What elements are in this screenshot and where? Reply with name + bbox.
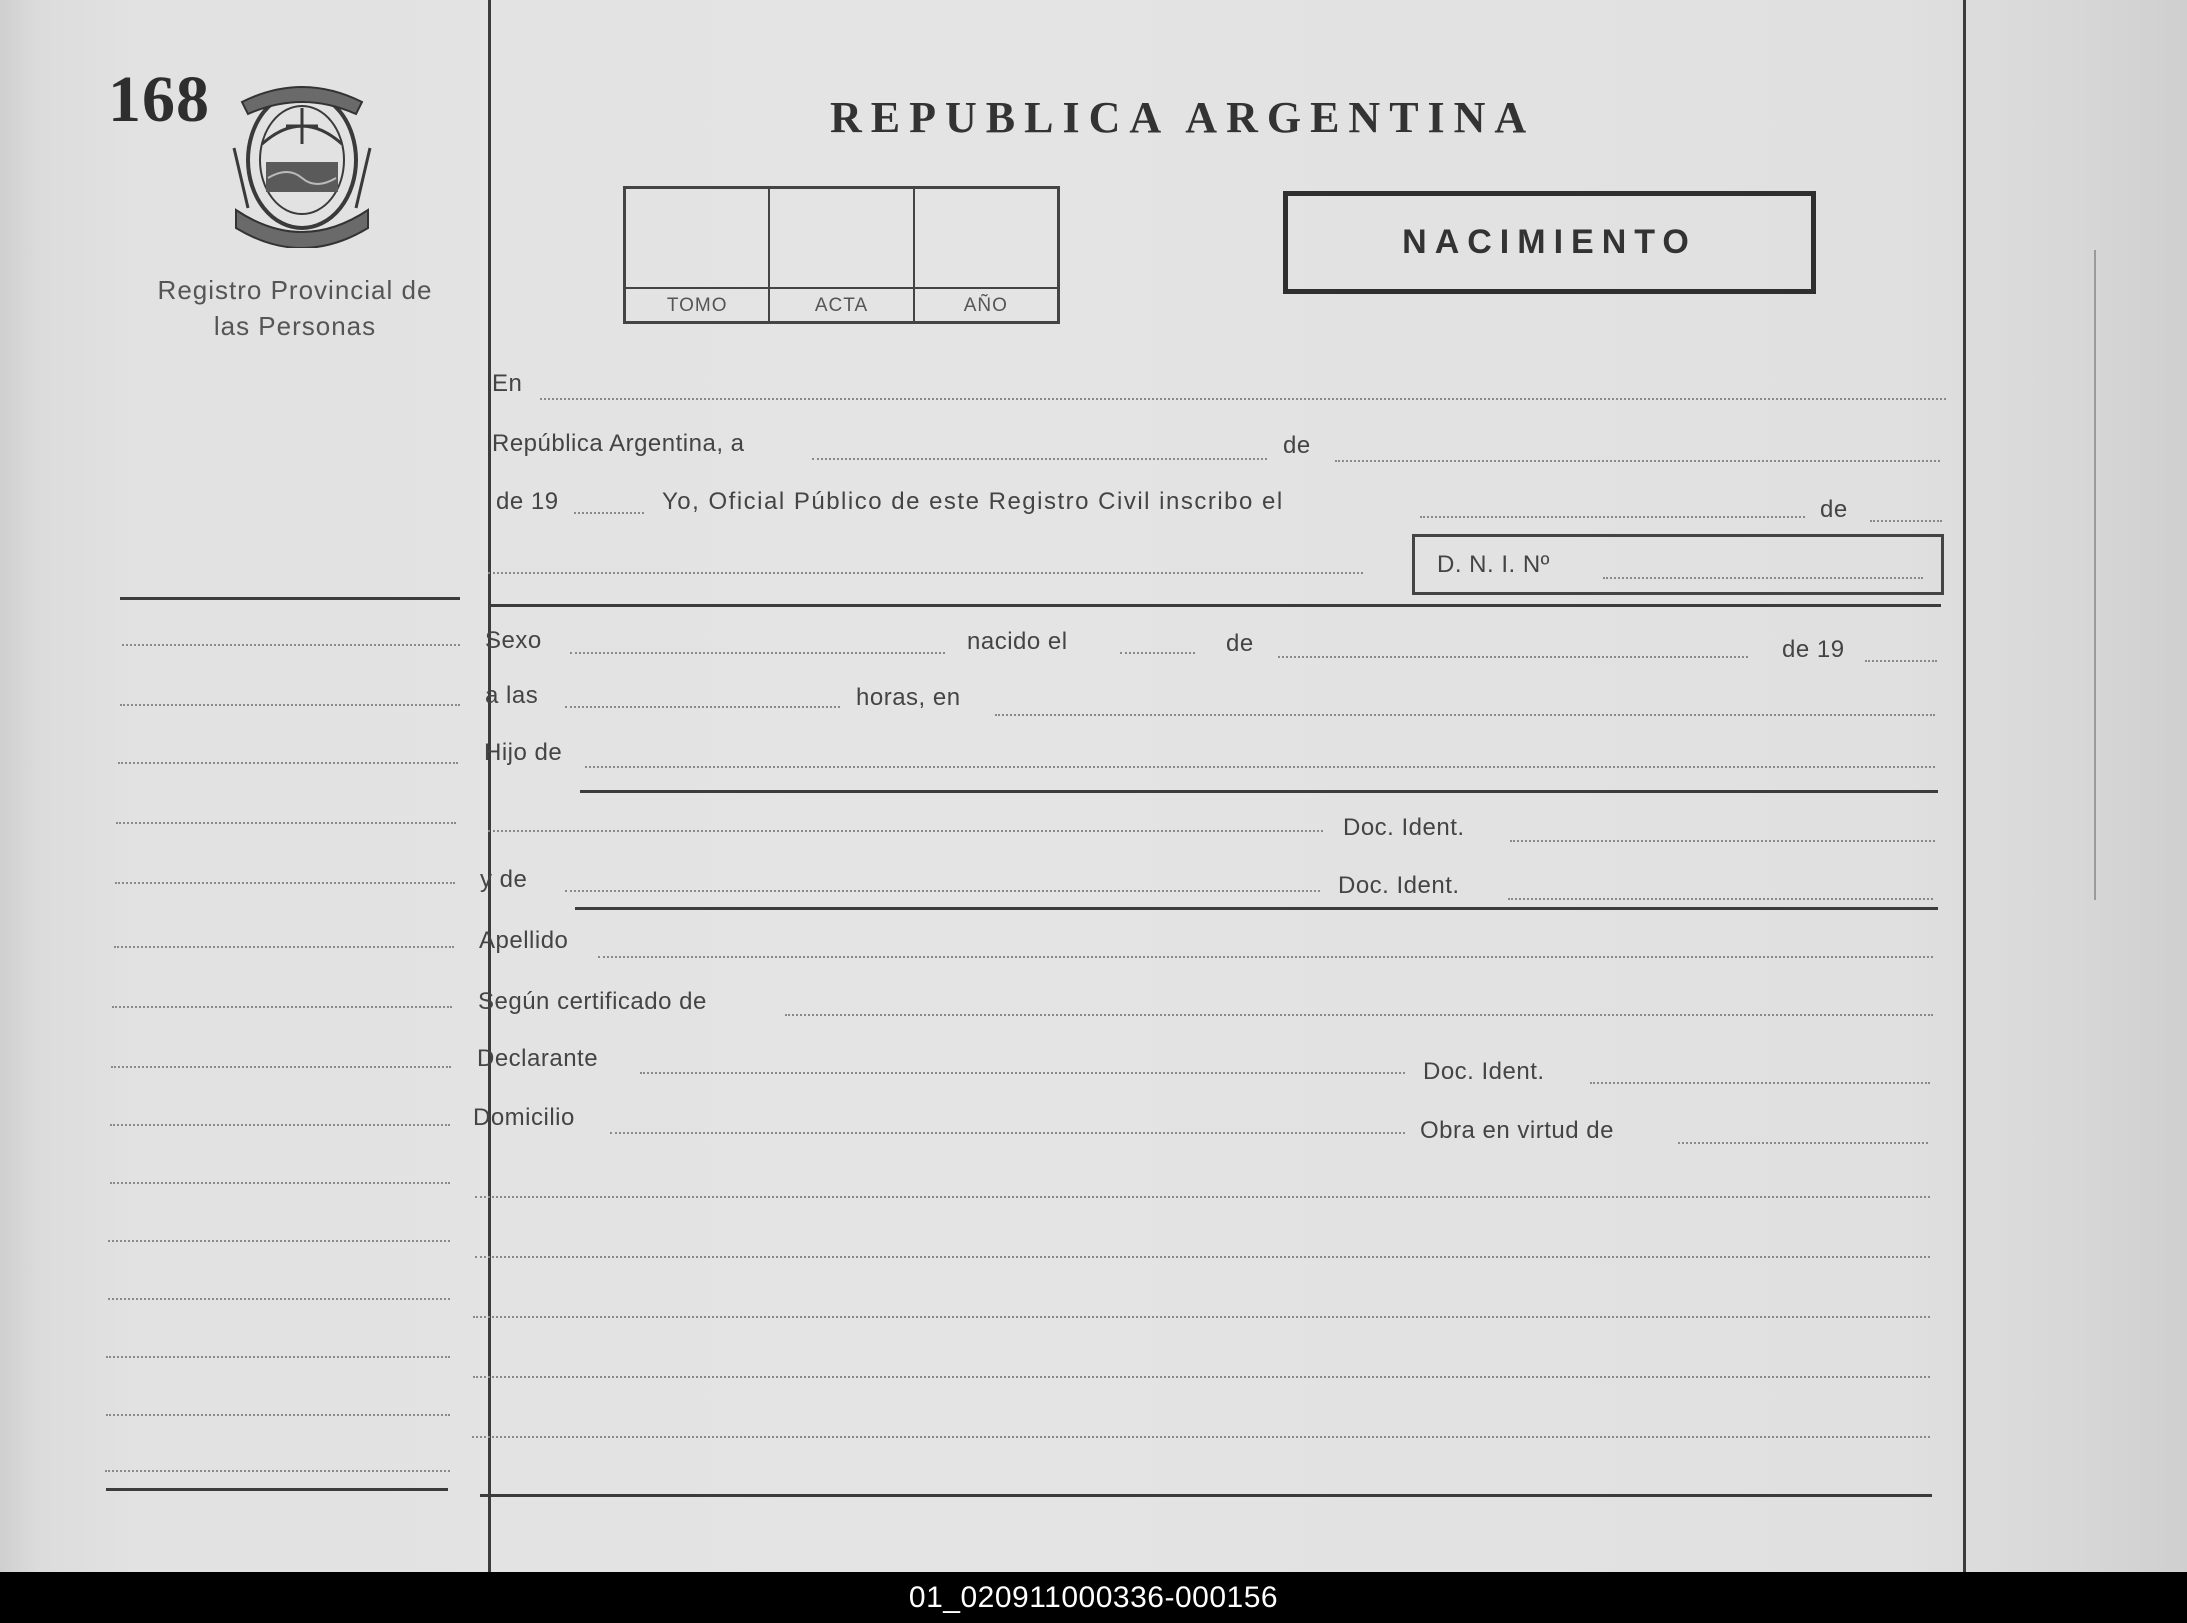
label-nacido-el: nacido el — [967, 628, 1068, 655]
acta-cell[interactable] — [770, 189, 914, 321]
field-sexo[interactable] — [570, 652, 945, 654]
margin-line[interactable] — [118, 762, 458, 764]
label-obra: Obra en virtud de — [1420, 1117, 1614, 1144]
field-apellido[interactable] — [598, 956, 1933, 958]
ano-cell[interactable] — [915, 189, 1057, 321]
field-mother[interactable] — [565, 890, 1320, 892]
field-mother-doc[interactable] — [1508, 898, 1933, 900]
field-en[interactable] — [540, 398, 1946, 400]
margin-line[interactable] — [105, 1470, 450, 1472]
reference-table — [623, 186, 1060, 324]
label-de-month: de — [1283, 432, 1311, 459]
field-certificado[interactable] — [785, 1014, 1933, 1016]
margin-line[interactable] — [116, 822, 456, 824]
margin-line[interactable] — [122, 644, 460, 646]
folio-number: 168 — [108, 63, 210, 136]
margin-line[interactable] — [112, 1006, 452, 1008]
label-domicilio: Domicilio — [473, 1104, 575, 1131]
act-type-box: NACIMIENTO — [1283, 191, 1816, 294]
note-line[interactable] — [475, 1256, 1930, 1258]
label-a-las: a las — [485, 682, 539, 709]
label-dni: D. N. I. Nº — [1437, 551, 1550, 578]
field-declarante-doc[interactable] — [1590, 1082, 1930, 1084]
field-birth-day[interactable] — [1120, 652, 1195, 654]
label-doc-ident-declarante: Doc. Ident. — [1423, 1058, 1545, 1085]
label-hijo-de: Hijo de — [484, 739, 563, 766]
margin-line[interactable] — [111, 1066, 451, 1068]
field-day[interactable] — [812, 458, 1267, 460]
note-line[interactable] — [472, 1436, 1930, 1438]
note-line[interactable] — [473, 1376, 1930, 1378]
ano-label: AÑO — [915, 287, 1057, 317]
margin-line[interactable] — [110, 1182, 450, 1184]
field-father-doc[interactable] — [1510, 840, 1935, 842]
field-inscribe-de[interactable] — [1870, 520, 1942, 522]
label-apellido: Apellido — [479, 927, 569, 954]
margin-divider — [488, 0, 491, 1572]
margin-line[interactable] — [120, 704, 460, 706]
tomo-cell[interactable] — [626, 189, 770, 321]
margin-line[interactable] — [106, 1414, 450, 1416]
margin-line[interactable] — [108, 1240, 450, 1242]
field-domicilio[interactable] — [610, 1132, 1405, 1134]
note-line[interactable] — [475, 1196, 1930, 1198]
field-inscribe[interactable] — [1420, 516, 1805, 518]
field-name[interactable] — [488, 572, 1363, 574]
registry-name: Registro Provincial de las Personas — [157, 275, 433, 341]
acta-label: ACTA — [770, 287, 912, 317]
field-birth-month[interactable] — [1278, 656, 1748, 658]
main-bottom-rule — [480, 1494, 1932, 1497]
label-de-inscribe: de — [1820, 496, 1848, 523]
margin-line[interactable] — [106, 1356, 450, 1358]
label-segun: Según certificado de — [478, 988, 707, 1015]
margin-bottom-rule — [106, 1488, 448, 1491]
left-separator-1 — [120, 597, 460, 600]
label-doc-ident-mother: Doc. Ident. — [1338, 872, 1460, 899]
country-title: REPUBLICA ARGENTINA — [830, 93, 1536, 142]
field-obra[interactable] — [1678, 1142, 1928, 1144]
field-declarante[interactable] — [640, 1072, 1405, 1074]
label-de-birth-month: de — [1226, 630, 1254, 657]
field-birth-place[interactable] — [995, 714, 1935, 716]
field-birth-year[interactable] — [1865, 660, 1937, 662]
label-horas-en: horas, en — [856, 684, 961, 711]
mother-underline — [575, 907, 1938, 910]
label-de-19: de 19 — [496, 488, 559, 515]
label-doc-ident-father: Doc. Ident. — [1343, 814, 1465, 841]
page-edge — [2094, 250, 2096, 900]
label-sexo: Sexo — [485, 627, 542, 654]
note-line[interactable] — [473, 1316, 1930, 1318]
margin-line[interactable] — [110, 1124, 450, 1126]
label-y-de: y de — [480, 866, 528, 893]
tomo-label: TOMO — [626, 287, 768, 317]
field-hour[interactable] — [565, 706, 840, 708]
label-oficial: Yo, Oficial Público de este Registro Civil inscribo el — [662, 488, 1284, 515]
margin-line[interactable] — [114, 946, 454, 948]
main-separator-1 — [488, 604, 1941, 607]
margin-line[interactable] — [108, 1298, 450, 1300]
dni-box — [1412, 534, 1944, 595]
field-father-extra[interactable] — [488, 830, 1323, 832]
margin-line[interactable] — [115, 882, 455, 884]
label-de-19-birth: de 19 — [1782, 636, 1845, 663]
field-father[interactable] — [585, 766, 1935, 768]
image-id-footer: 01_020911000336-000156 — [0, 1572, 2187, 1623]
coat-of-arms-icon — [228, 78, 376, 248]
field-dni[interactable] — [1603, 577, 1923, 579]
label-declarante: Declarante — [477, 1045, 599, 1072]
field-year[interactable] — [574, 512, 644, 514]
father-underline — [580, 790, 1938, 793]
field-month[interactable] — [1335, 460, 1940, 462]
label-republica: República Argentina, a — [492, 430, 745, 457]
right-border — [1963, 0, 1966, 1572]
label-en: En — [492, 370, 523, 397]
